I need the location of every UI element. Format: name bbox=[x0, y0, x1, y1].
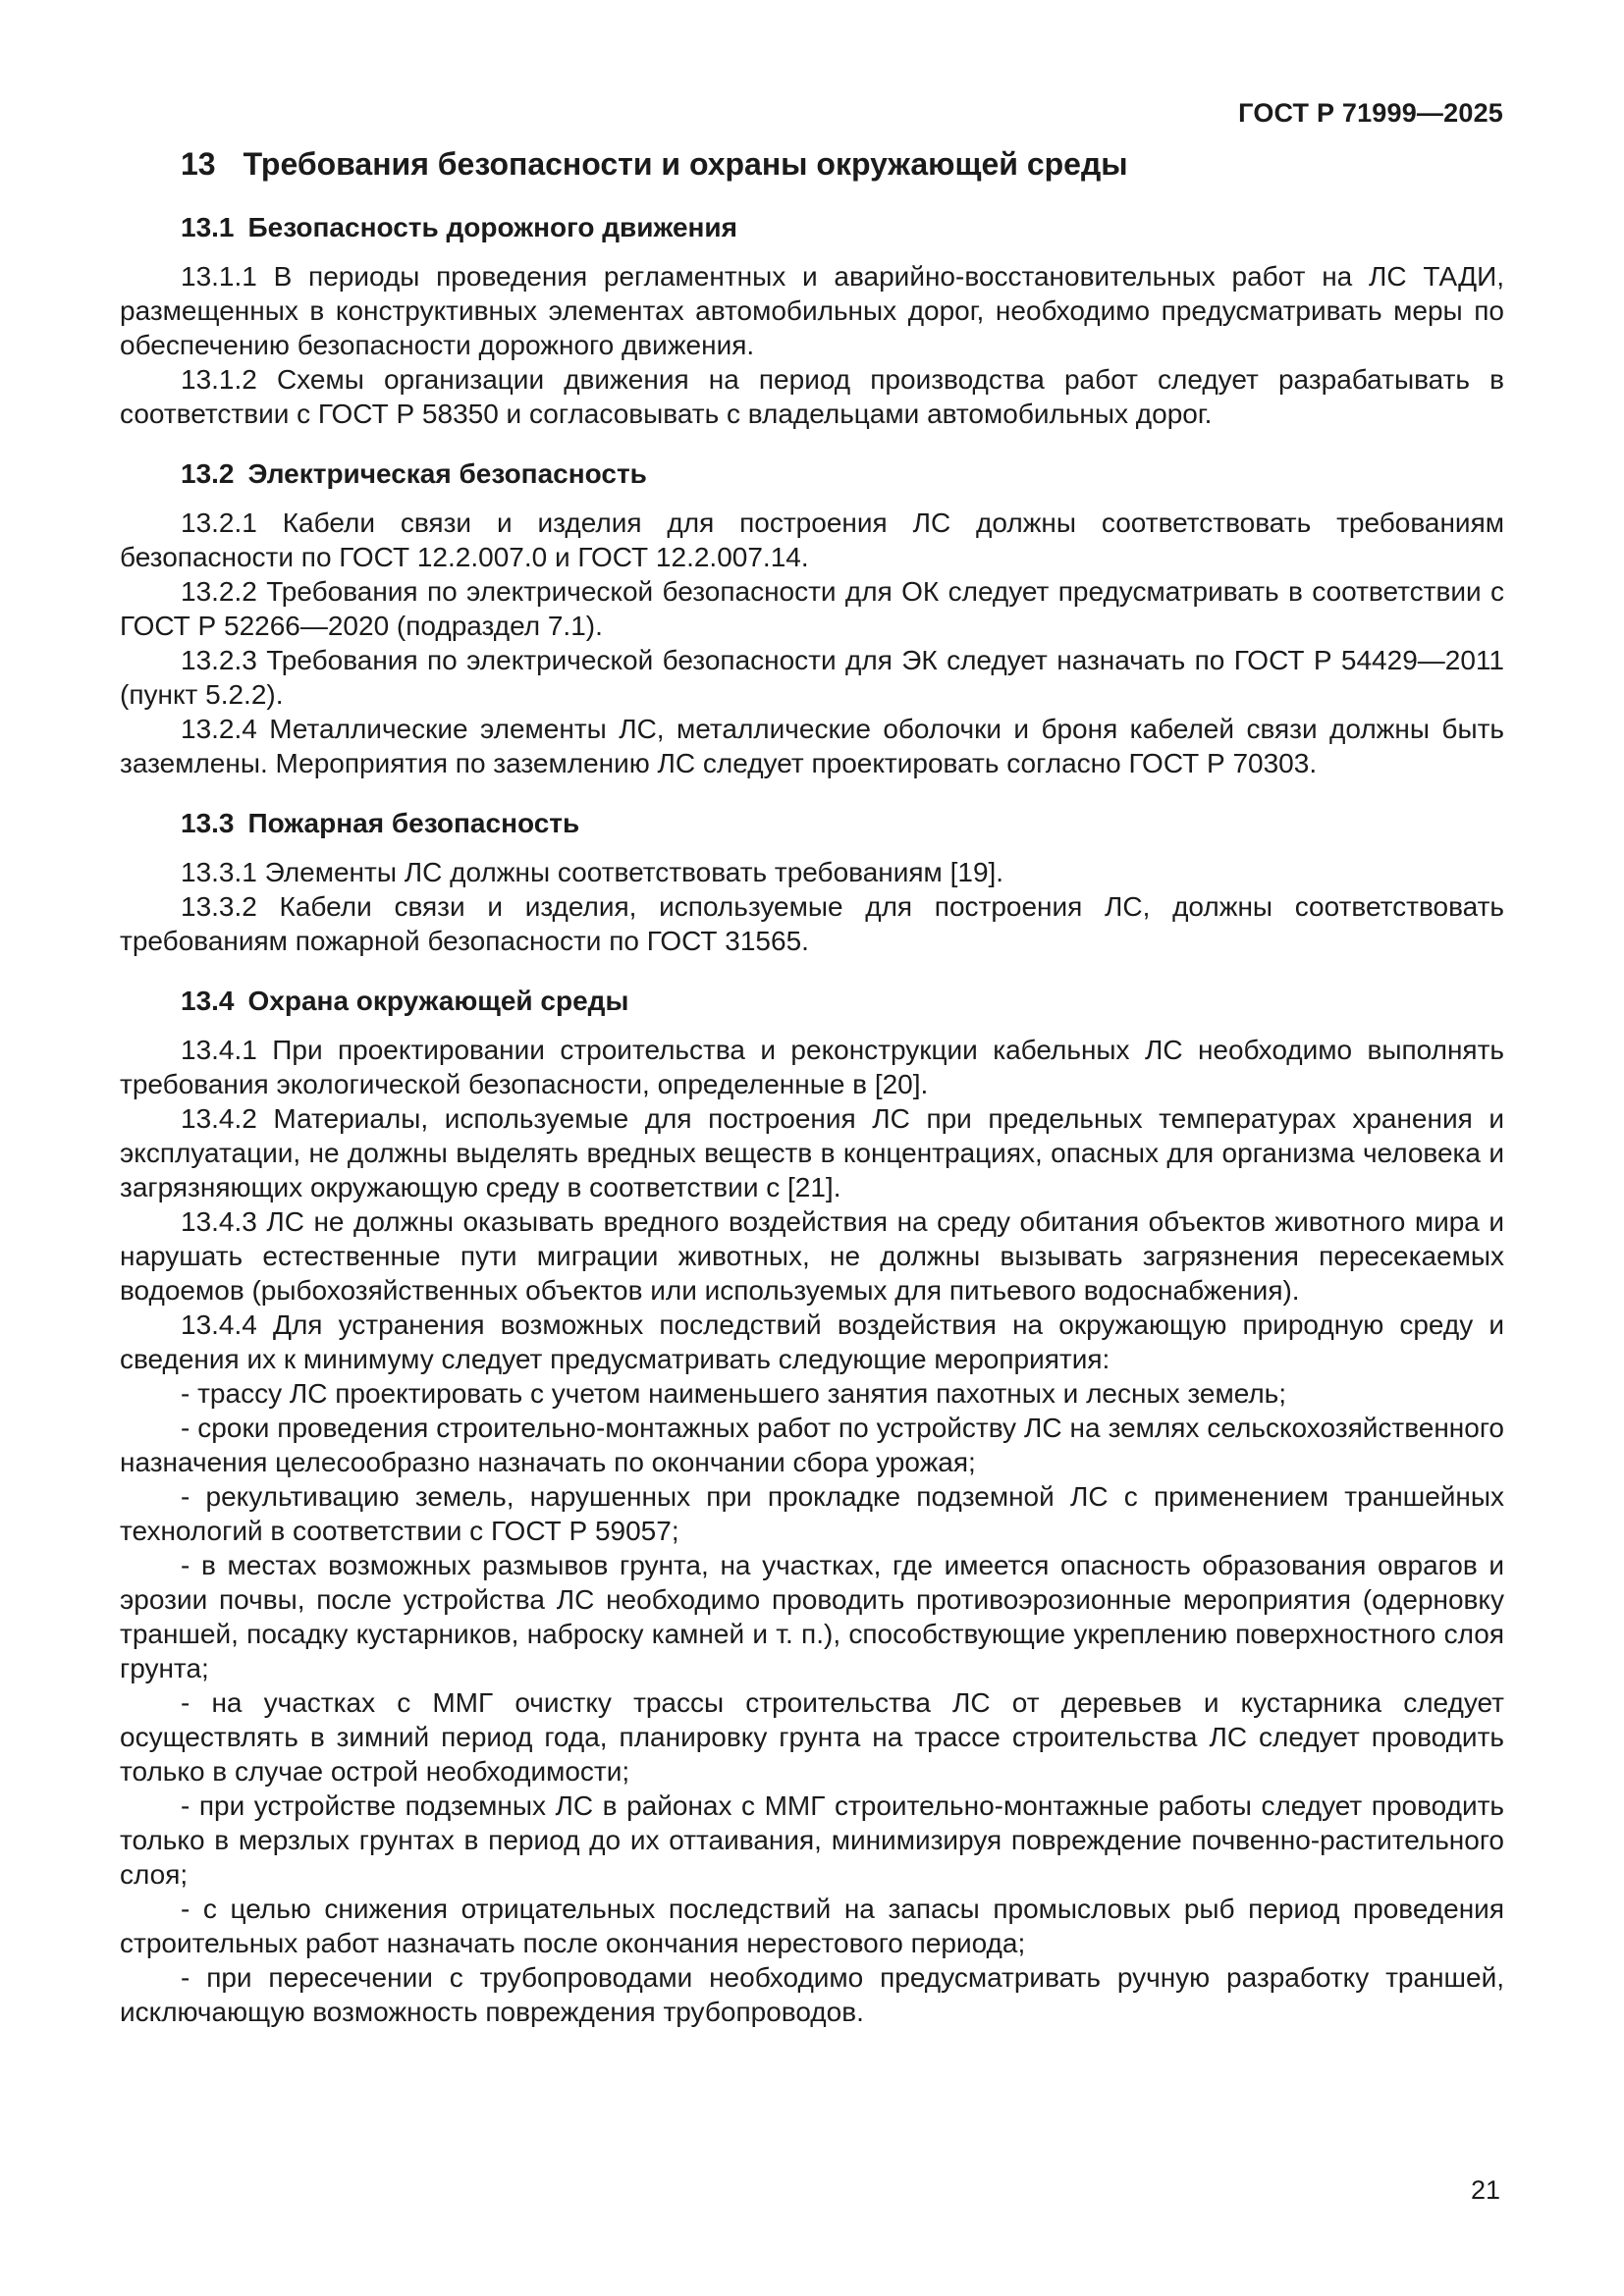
paragraph: 13.3.1 Элементы ЛС должны соответствовать требованиям [19]. bbox=[181, 857, 1004, 887]
list-item: - с целью снижения отрицательных последствий на запасы промысловых рыб период проведения строительных работ назначать после окончания нерестового периода; bbox=[120, 1894, 1504, 1958]
subsection-title-text: Электрическая безопасность bbox=[247, 458, 647, 489]
list-item: - при пересечении с трубопроводами необходимо предусматривать ручную разработку траншей, исключающую возможность повреждения трубопроводов. bbox=[120, 1962, 1504, 2027]
list-item: - на участках с ММГ очистку трассы строительства ЛС от деревьев и кустарника следует осуществлять в зимний период года, планировку грунта на трассе строительства ЛС следует проводить только в случае острой необходимости; bbox=[120, 1687, 1504, 1787]
paragraph: 13.3.2 Кабели связи и изделия, используемые для построения ЛС, должны соответствовать требованиям пожарной безопасности по ГОСТ 31565. bbox=[120, 891, 1504, 956]
paragraph: 13.1.1 В периоды проведения регламентных и аварийно-восстановительных работ на ЛС ТАДИ, размещенных в конструктивных элементах автомобильных дорог, необходимо предусматривать меры по обеспечению безопасности дорожного движения. bbox=[120, 261, 1504, 360]
subsection-number: 13.1 bbox=[181, 212, 235, 242]
paragraph: 13.4.1 При проектировании строительства и реконструкции кабельных ЛС необходимо выполнять требования экологической безопасности, определенные в [20]. bbox=[120, 1035, 1504, 1099]
list-item: - при устройстве подземных ЛС в районах с ММГ строительно-монтажные работы следует проводить только в мерзлых грунтах в период до их оттаивания, минимизируя повреждение почвенно-растительного слоя; bbox=[120, 1790, 1504, 1890]
paragraph: 13.2.1 Кабели связи и изделия для построения ЛС должны соответствовать требованиям безопасности по ГОСТ 12.2.007.0 и ГОСТ 12.2.007.14. bbox=[120, 507, 1504, 572]
section-number: 13 bbox=[181, 146, 216, 182]
running-header: ГОСТ Р 71999—2025 bbox=[1238, 98, 1503, 128]
list-item: - рекультивацию земель, нарушенных при прокладке подземной ЛС с применением траншейных технологий в соответствии с ГОСТ Р 59057; bbox=[120, 1481, 1504, 1546]
list-item: - сроки проведения строительно-монтажных работ по устройству ЛС на землях сельскохозяйственного назначения целесообразно назначать по окончании сбора урожая; bbox=[120, 1413, 1504, 1477]
section-body bbox=[120, 210, 1504, 2029]
subsection-title-text: Охрана окружающей среды bbox=[247, 986, 629, 1016]
subsection-number: 13.3 bbox=[181, 808, 235, 838]
subsection-title-text: Пожарная безопасность bbox=[247, 808, 580, 838]
subsection-heading bbox=[120, 456, 1504, 491]
section-title-text: Требования безопасности и охраны окружающей среды bbox=[243, 146, 1128, 182]
page-number: 21 bbox=[1470, 2175, 1500, 2205]
subsection-title-text: Безопасность дорожного движения bbox=[247, 212, 737, 242]
paragraph: 13.2.3 Требования по электрической безопасности для ЭК следует назначать по ГОСТ Р 54429—2011 (пункт 5.2.2). bbox=[120, 645, 1504, 710]
subsection-heading bbox=[120, 806, 1504, 840]
paragraph: 13.2.4 Металлические элементы ЛС, металлические оболочки и броня кабелей связи должны быть заземлены. Мероприятия по заземлению ЛС следует проектировать согласно ГОСТ Р 70303. bbox=[120, 714, 1504, 778]
paragraph: 13.2.2 Требования по электрической безопасности для ОК следует предусматривать в соответствии с ГОСТ Р 52266—2020 (подраздел 7.1). bbox=[120, 576, 1504, 641]
list-item: - в местах возможных размывов грунта, на участках, где имеется опасность образования оврагов и эрозии почвы, после устройства ЛС необходимо проводить противоэрозионные мероприятия (одерновку траншей, посадку кустарников, наброску камней и т. п.), способствующие укреплению поверхностного слоя грунта; bbox=[120, 1550, 1504, 1683]
section-heading bbox=[120, 143, 1504, 185]
subsection-number: 13.2 bbox=[181, 458, 235, 489]
paragraph: 13.1.2 Схемы организации движения на период производства работ следует разрабатывать в соответствии с ГОСТ Р 58350 и согласовывать с владельцами автомобильных дорог. bbox=[120, 364, 1504, 429]
list-item: - трассу ЛС проектировать с учетом наименьшего занятия пахотных и лесных земель; bbox=[181, 1378, 1287, 1409]
document-content bbox=[120, 143, 1504, 2029]
paragraph: 13.4.3 ЛС не должны оказывать вредного воздействия на среду обитания объектов животного мира и нарушать естественные пути миграции животных, не должны вызывать загрязнения пересекаемых водоемов (рыбохозяйственных объектов или используемых для питьевого водоснабжения). bbox=[120, 1206, 1504, 1306]
paragraph: 13.4.4 Для устранения возможных последствий воздействия на окружающую природную среду и сведения их к минимуму следует предусматривать следующие мероприятия: bbox=[120, 1309, 1504, 1374]
paragraph: 13.4.2 Материалы, используемые для построения ЛС при предельных температурах хранения и эксплуатации, не должны выделять вредных веществ в концентрациях, опасных для организма человека и загрязняющих окружающую среду в соответствии с [21]. bbox=[120, 1103, 1504, 1202]
subsection-number: 13.4 bbox=[181, 986, 235, 1016]
subsection-heading bbox=[120, 210, 1504, 244]
subsection-heading bbox=[120, 984, 1504, 1018]
